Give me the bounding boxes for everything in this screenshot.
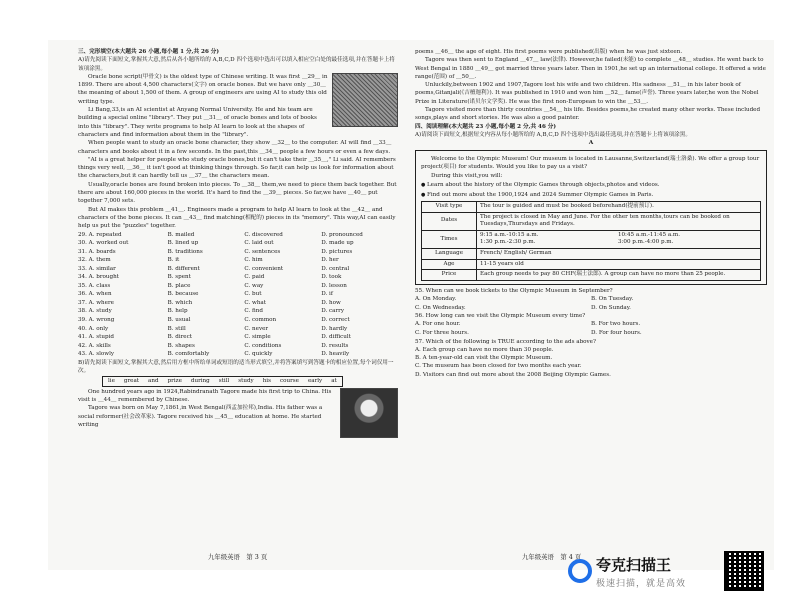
cloze-a-paragraph: But AI makes this problem ＿41＿. Engineers made a program to help AI learn to look at the ＿42＿ and characters of the bone pieces. It can ＿43＿ find matching(相配的) pieces in its "memory". This way,AI can easily help us put the "puzzles" together. (78, 206, 396, 230)
cloze-a-paragraph: Usually,oracle bones are found broken into pieces. To ＿38＿ them,we need to piece them back together. But there are about 160,000 pieces in the world. It's hard to find the ＿39＿ pieces. So far,we have ＿40＿ put together 7,000 sets. (78, 181, 397, 205)
option-text: D. Visitors can find out more about the 2008 Beijing Olympic Games. (415, 371, 611, 378)
table-cell: The tour is guided and must be booked beforehand(提前预订). (477, 202, 761, 213)
option-text: B. shapes (167, 342, 195, 349)
option-text: 40. A. only (78, 325, 109, 332)
option-row (78, 333, 398, 342)
option-text: C. The museum has been closed for two months each year. (415, 363, 582, 370)
section-4-instruction: A)请阅读下面短文,根据短文内容从每小题所给的 A,B,C,D 四个选项中选出最佳选项,并在答题卡上将该项涂黑。 (415, 131, 691, 138)
option-text: C. sentences (244, 248, 281, 255)
scanner-watermark (554, 547, 764, 595)
option-text: B. it (167, 257, 180, 264)
table-cell: 11-15 years old (477, 259, 761, 270)
option-text: D. made up (321, 240, 354, 247)
option-text: 38. A. study (78, 308, 112, 315)
option-text: C. For three hours. (415, 330, 469, 337)
option-row (415, 320, 767, 329)
cloze-b-paragraph: One hundred years ago in 1924,Rabindranath Tagore made his first trip to China. His visit is ＿44＿ remembered by Chinese. (78, 388, 332, 403)
table-row (422, 249, 761, 260)
word-bank-item: lie (108, 378, 115, 385)
option-text: D. hardly (321, 325, 348, 332)
option-text: D. carry (321, 308, 345, 315)
option-text: D. her (321, 257, 339, 264)
option-row (415, 295, 767, 304)
option-row (78, 265, 398, 274)
option-text: C. discovered (244, 231, 283, 238)
time-slot: 10:45 a.m.-11:45 a.m. (617, 231, 681, 238)
option-text: B. help (167, 308, 188, 315)
option-text: 41. A. stupid (78, 334, 114, 341)
visit-info-table (421, 201, 761, 281)
option-text: C. quickly (244, 351, 273, 358)
option-text: C. never (244, 325, 269, 332)
option-text: 35. A. class (78, 282, 111, 289)
scanner-title: 夸克扫描王 (596, 555, 672, 574)
option-text: B. mailed (167, 231, 195, 238)
page-4 (415, 48, 767, 379)
cloze-a-paragraph: Li Bang,33,is an AI scientist at Anyang Normal University. He and his team are building a special online "library". They put ＿31＿ of oracle bones and lots of books into this "library". They write programs to help AI learn to look at the shapes of characters and find information about them in the "library". (78, 107, 317, 138)
option-text: 43. A. slowly (78, 351, 115, 358)
option-text: A. For one hour. (415, 321, 461, 328)
option-text: B. traditions (167, 248, 203, 255)
option-row (415, 304, 767, 313)
option-text: B. comfortably (167, 351, 210, 358)
option-row (78, 239, 398, 248)
table-cell: The project is closed in May and June. For the other ten months,tours can be booked on Tuesdays,Thursdays and Fridays. (477, 212, 761, 230)
passage-a-box (415, 150, 767, 285)
part-b-instruction: B)请先阅读下面短文,掌握其大意,然后用方框中所给单词或短语的适当形式填空,并将答案填写到答题卡的相应位置,每个词仅用一次。 (78, 359, 394, 375)
option-text: C. simple (244, 334, 271, 341)
option-text: C. common (244, 317, 277, 323)
section-4-title: 四、阅读理解(本大题共 23 小题,每小题 2 分,共 46 分) (415, 123, 557, 130)
passage-a-during: During this visit,you will: (431, 173, 503, 180)
option-text: 37. A. where (78, 299, 114, 306)
option-text: 31. A. boards (78, 248, 116, 255)
option-text: A. On Monday. (415, 296, 457, 303)
page-3-footer: 九年级英语 第 3 页 (208, 553, 268, 561)
option-text: B. spent (167, 274, 191, 281)
option-text: B. direct (167, 334, 192, 341)
word-bank-item: still (218, 378, 230, 385)
option-text: D. central (321, 265, 350, 272)
passage-label: A (588, 140, 594, 147)
scanner-slogan: 极速扫描，就是高效 (596, 578, 687, 589)
table-cell (477, 230, 615, 248)
word-bank-item: and (148, 378, 159, 385)
cloze-a-paragraph: Oracle bone script(甲骨文) is the oldest type of Chinese writing. It was first ＿29＿ in 1899. There are about 4,500 characters(文字) on oracle bones. But we have only ＿30＿ the meaning of about 1,500 of them. A group of engineers are using AI to study this old writing type. (78, 73, 328, 105)
table-row (422, 259, 761, 270)
cloze-a-paragraph: When people want to study an oracle bone character, they show ＿32＿ to the computer. AI will find ＿33＿ characters and books about it in a few seconds. In the past,this ＿34＿ people a few hours or even a few days. (78, 140, 392, 155)
word-bank-item: early (307, 378, 323, 385)
option-text: C. find (244, 308, 263, 315)
option-row (78, 350, 398, 359)
cloze-b-paragraph: Unluckily,between 1902 and 1907,Tagore lost his wife and two children. His sadness ＿51＿ in his later book of poems,Gitanjali(《吉檀迦利》). It was published in 1910 and won him ＿52＿ fame(声誉). Three years later,he won the Nobel Prize in Literature(诺贝尔文学奖). He was the first non-European to win the ＿53＿. (415, 82, 759, 105)
section-3-title: 三、完形填空(本大题共 26 小题,每小题 1 分,共 26 分) (78, 49, 220, 55)
option-text: A. Each group can have no more than 30 people. (415, 346, 554, 353)
cloze-b-paragraph: Tagore was born on May 7,1861,in West Bengal(西孟加拉邦),India. His father was a social reformer(社会改革家). Tagore received his ＿45＿ education at home. He started writing (78, 405, 323, 428)
cloze-b-paragraph: poems ＿46＿ the age of eight. His first poems were published(出版) when he was just sixteen. (415, 49, 683, 55)
option-text: D. took (321, 274, 342, 281)
option-text: C. conditions (244, 342, 282, 349)
option-text: B. usual (167, 317, 191, 323)
word-bank-item: study (238, 378, 254, 385)
word-bank-item: during (190, 378, 210, 385)
option-text: D. correct (321, 317, 350, 323)
option-row (78, 290, 398, 299)
option-text: D. how (321, 299, 341, 306)
table-label: Price (422, 270, 477, 281)
table-label: Dates (422, 212, 477, 230)
option-text: D. pictures (321, 248, 353, 255)
passage-a-bullet: ● Learn about the history of the Olympic Games through objects,photos and videos. (421, 181, 761, 189)
scanner-text (596, 554, 686, 589)
option-text: B. which (167, 299, 193, 306)
option-text: B. On Tuesday. (591, 296, 634, 303)
cloze-b-paragraph: Tagore was then sent to England ＿47＿ law(法律). However,he failed(未能) to complete ＿48＿ studies. He went back to West Bengal in 1880 ＿49＿ got married three years later. Then in 1901,he set up an international college. It offered a wide range(范围) of ＿50＿. (415, 57, 766, 80)
word-bank-item: at (331, 378, 337, 385)
passage-a-bullet: ● Find out more about the 1900,1924 and 2024 Summer Olympic Games in Paris. (421, 191, 761, 199)
word-bank-item: great (123, 378, 140, 385)
part-a-instruction: A)请先阅读下面短文,掌握其大意,然后从各小题所给的 A,B,C,D 四个选项中选出可以填入相应空白处的最佳选项,并在答题卡上将该项涂黑。 (78, 57, 395, 72)
table-cell (615, 230, 761, 248)
tagore-portrait-image (340, 388, 398, 438)
option-text: C. what (244, 299, 267, 306)
option-row (78, 316, 398, 325)
option-text: 39. A. wrong (78, 317, 115, 323)
option-row (78, 299, 398, 308)
option-text: C. him (244, 257, 263, 264)
question-57-options (415, 346, 767, 379)
question-55-options (415, 295, 767, 312)
table-row (422, 270, 761, 281)
option-text: 33. A. similar (78, 265, 116, 272)
option-text: D. if (321, 291, 333, 298)
time-slot: 1:30 p.m.-2:30 p.m. (480, 239, 536, 246)
option-row (78, 307, 398, 316)
table-row (422, 230, 761, 248)
passage-a-intro: Welcome to the Olympic Museum! Our museum is located in Lausanne,Switzerland(瑞士洛桑). We offer a group tour project(项目) for students. Would you like to pay us a visit? (421, 155, 760, 170)
word-bank-item: his (262, 378, 271, 385)
option-row (415, 329, 767, 338)
oracle-bone-image (332, 73, 398, 127)
option-text: 42. A. skills (78, 342, 111, 349)
option-text: 34. A. brought (78, 274, 119, 281)
option-text: B. A ten-year-old can visit the Olympic Museum. (415, 355, 553, 362)
table-row (422, 202, 761, 213)
option-text: C. way (244, 282, 264, 289)
option-text: D. lesson (321, 282, 347, 289)
table-cell: French/ English/ German (477, 249, 761, 260)
option-text: 29. A. repeated (78, 231, 122, 238)
table-label: Times (422, 230, 477, 248)
word-bank-item: course (279, 378, 299, 385)
cloze-a-paragraph: "AI is a great helper for people who study oracle bones,but it can't take their ＿35＿," Li said. AI remembers things very well, ＿36＿ it isn't good at thinking things through. So far,it can help us look for information about the characters,but it can hardly tell us ＿37＿ the characters mean. (78, 156, 396, 180)
option-text: D. difficult (321, 334, 351, 341)
option-text: C. laid out (244, 240, 274, 247)
option-text: B. still (167, 325, 186, 332)
question-55: 55. When can we book tickets to the Olympic Museum in September? (415, 287, 613, 294)
table-label: Visit type (422, 202, 477, 213)
option-text: 32. A. them (78, 257, 111, 264)
qr-code (724, 551, 764, 591)
cloze-b-paragraph: Tagore visited more than thirty countries ＿54＿ his life. Besides poems,he created many other works. These included songs,plays and short stories. He was also a good painter. (415, 107, 761, 122)
option-row (78, 342, 398, 351)
word-bank-item: prize (167, 378, 182, 385)
table-cell: Each group needs to pay 80 CHF(瑞士法郎). A group can have no more than 25 people. (477, 270, 761, 281)
option-row (78, 248, 398, 257)
option-text: D. For four hours. (591, 330, 642, 337)
option-text: C. On Wednesday. (415, 304, 466, 311)
option-text: 36. A. when (78, 291, 112, 298)
time-slot: 9:15 a.m.-10:15 a.m. (480, 231, 539, 238)
cloze-a-options (78, 231, 398, 359)
question-57: 57. Which of the following is TRUE according to the ads above? (415, 338, 596, 345)
quark-scanner-logo-icon (568, 559, 592, 583)
question-56-options (415, 320, 767, 337)
option-text: B. lined up (167, 240, 199, 247)
option-text: B. because (167, 291, 199, 298)
option-text: 30. A. worked out (78, 240, 129, 247)
option-text: B. different (167, 265, 200, 272)
option-text: C. paid (244, 274, 265, 281)
word-bank (102, 376, 343, 386)
option-row (78, 325, 398, 334)
option-row (78, 282, 398, 291)
option-text: D. On Sunday. (591, 304, 631, 311)
option-text: C. but (244, 291, 262, 298)
option-row (78, 273, 398, 282)
option-row (78, 231, 398, 240)
option-text: D. results (321, 342, 349, 349)
question-56: 56. How long can we visit the Olympic Museum every time? (415, 313, 586, 320)
option-text: B. For two hours. (591, 321, 641, 328)
page-3 (78, 48, 398, 439)
page-4-footer: 九年级英语 第 4 页 (522, 553, 582, 561)
option-row (78, 256, 398, 265)
time-slot: 3:00 p.m.-4:00 p.m. (617, 239, 674, 246)
option-text: D. heavily (321, 351, 350, 358)
option-text: B. place (167, 282, 191, 289)
option-text: C. convenient (244, 265, 284, 272)
table-label: Language (422, 249, 477, 260)
table-row (422, 212, 761, 230)
option-text: D. pronounced (321, 231, 363, 238)
table-label: Age (422, 259, 477, 270)
